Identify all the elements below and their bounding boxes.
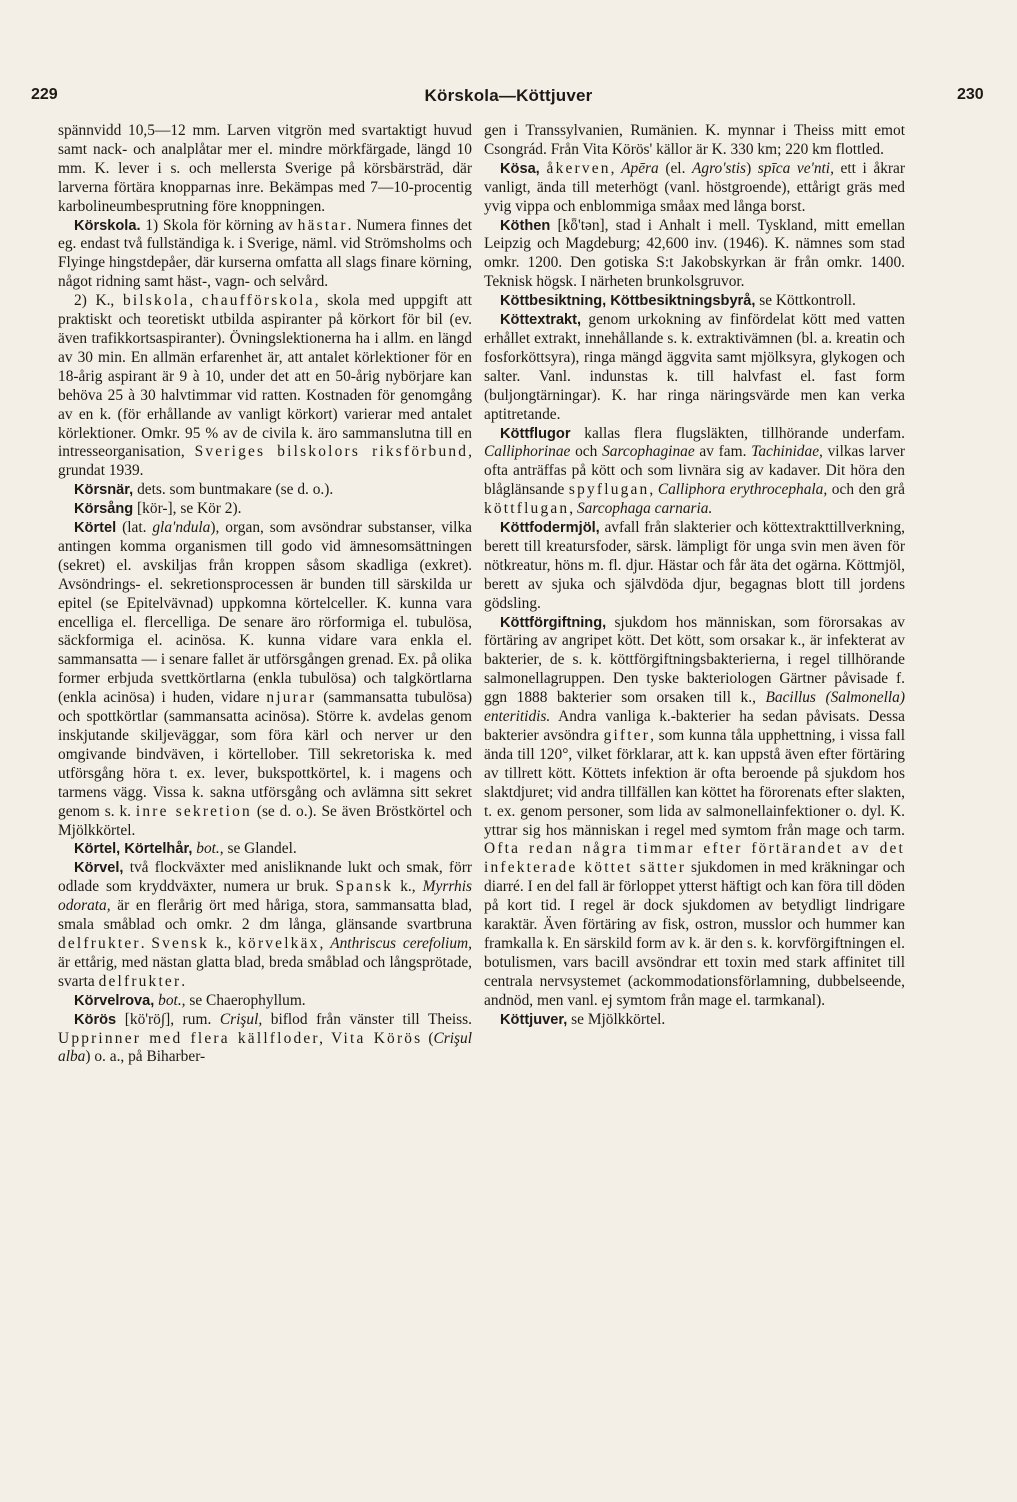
headword: Körtel [74,520,117,537]
entry-text: , [319,934,331,952]
latin-term: Crişul, [219,1010,263,1028]
entry-text: [kö'rö∫], rum. [116,1010,220,1028]
spaced-term: chaufförskola [201,292,315,310]
entry-text: gen i Transsylvanien, Rumänien. K. mynnar i Theiss mitt emot Csongrád. Från Vita Körös' källor är K. 330 km; 220 km flottled. [484,122,905,158]
entry-text: Andra vanliga k.-bakterier ha sedan påvisats. Dessa bakterier avsöndra [484,708,905,744]
entry-kottextrakt [484,311,905,424]
entry-text: vilkas larver ofta anträffas på kött och som livnära sig av kadaver. Dit höra den blåglänsande [484,443,905,499]
latin-term: Sarcophaginae [602,443,695,461]
spaced-term: körvelkäx [238,934,320,952]
entry-text: 1) Skola för körning av [140,216,298,234]
page-header [0,86,1017,116]
entry-text: genom urkokning av finfördelat kött med vatten erhållet extrakt, innehållande s. k. extraktivämnen (bl. a. kreatin och fosforköttsyra), ringa mängd äggvita samt mjölksyra, glykogen och salter. Vanl. indunstas k. till halvfast el. fast form (buljongtärningar). K. har ringa näringsvärde men kan verka aptitretande. [484,311,905,423]
spaced-term: bilskola [122,292,190,310]
entry-text: ) [746,159,758,177]
abbrev: bot., [192,840,224,858]
left-column [58,122,472,1482]
entry-text: , [610,159,622,177]
headword: Körskola. [74,217,141,234]
abbrev: bot., [154,991,186,1009]
spaced-term: njurar [266,689,317,707]
entry-text: (sammansatta tubulösa) och spottkörtlar (sammansatta acinösa). Större k. avdelas genom inskjutande skiljeväggar, som föra kärl och nerver ur den omgivande bindväven, i körtellober. Till sekretoriska k. med utförsgång höra t. ex. lever, bukspottkörtel, k. i magens och tarmens vägg. Vissa k. sakna utförsgång och avlämna sitt sekret genom s. k. [58,689,472,820]
entry-kottfodermjol [484,519,905,614]
spaced-term: åkerven [546,159,611,177]
entry-text: . Numera finnes det eg. endast två fullständiga k. i Sverige, näml. vid Strömsholms och Flyinge hingstdepåer, där kurserna omfatta all slags finare körning, något ridning samt häst-, vagn- och selvård. [58,216,472,291]
entry-text: [kȫ'tən], stad i Anhalt i mell. Tyskland, mitt emellan Leipzig och Magdeburg; 42,600 inv. (1946). K. nämnes som stad omkr. 1200. Den gotiska S:t Jakobskyrkan är från omkr. 1400. Teknisk högsk. I närheten brunkolsgruvor. [484,216,905,291]
entry-korsang [58,500,472,519]
spaced-term: Spansk [335,878,394,896]
entry-text: k., [393,878,423,896]
headword: Körtel, Körtelhår, [74,841,193,858]
headword: Köttfodermjöl, [500,520,600,537]
latin-term: Agro'stis [692,159,747,177]
entry-text: sjukdom hos människan, som förorsakas av förtäring av angripet kött. Det kött, som orsakar k., är infekterat av bakterier, de s. k. köttförgiftningsbakterierna, i regel tillhörande salmonellagruppen. Den tyske bakteriologen Gärtner påvisade f. ggn 1888 bakterier som orsaken till k., [484,613,905,707]
entry-text: , som kunna tåla upphettning, i vissa fall ända till 120°, vilket förklarar, att k. kan uppstå även efter förtäring av tillrett kött. Köttets infektion är ofta beroende på sjukdom hos slaktdjuret; vid andra tillfällen kan köttet ha förorenats efter slakten, t. ex. genom personer, som lida av salmonellainfektioner o. dyl. K. yttrar sig hos människan i regel med symtom från mage och tarm. [484,727,905,839]
latin-term: spīca ve'nti, [757,159,834,177]
entry-text: k., [209,934,239,952]
entry-text: (el. [658,159,693,177]
spaced-term: Sveriges bilskolors riksförbund [194,443,469,461]
entry-kottforgiftning [484,614,905,1011]
entry-text: se Chaerophyllum. [185,991,306,1009]
entry-text: , [189,292,202,310]
latin-term: Myrrhis odorata, [58,878,472,915]
entry-continuation [484,122,905,160]
entry-text: av fam. [694,443,752,461]
entry-korskola-1 [58,217,472,293]
headword: Köthen [500,217,551,234]
latin-term: Tachinidae, [751,443,823,461]
entry-kottjuver [484,1011,905,1030]
right-column [484,122,905,1482]
latin-term: Calliphorinae [484,443,571,461]
headword: Körös [74,1011,117,1028]
headword: Kösa, [500,160,547,177]
headword: Körvelrova, [74,992,155,1009]
entry-text: . [140,934,152,952]
headword: Köttförgiftning, [500,614,607,631]
entry-text: (lat. [116,519,153,537]
entry-text: se Köttkontroll. [755,292,856,310]
latin-term: Apēra [621,159,659,177]
entry-korsnar [58,481,472,500]
entry-text: , grundat 1939. [58,443,472,480]
entry-text: (se d. o.). Se även Bröstkörtel och Mjölkkörtel. [58,802,472,839]
latin-term: Bacillus (Salmonella) enteritidis. [484,689,905,726]
entry-text: är ettårig, med nästan glatta blad, breda småblad och långsprötade, svarta [58,953,472,990]
entry-text: [kör-], se Kör 2). [133,500,242,518]
headword: Körsång [74,501,134,518]
entry-text: och [570,443,603,461]
page-number-right: 230 [957,86,984,103]
entry-korvel [58,859,472,991]
entry-text: biflod från vänster till Theiss. [262,1010,472,1028]
headword: Köttflugor [500,425,571,442]
spaced-term: köttflugan [484,500,570,518]
headword: Körsnär, [74,482,134,499]
running-head: Körskola—Köttjuver [424,86,593,105]
headword: Köttextrakt, [500,312,582,329]
entry-text: spännvidd 10,5—12 mm. Larven vitgrön med svartaktigt huvud samt nack- och analplåtar mer el. mindre mörkfärgade, längd 10 mm. K. lever i s. och mellersta Sverige på körsbärsträd, där larverna förtära knopparnas inre. Bekämpas med 7—10-procentig karbolineumbesprutning före knoppningen. [58,122,472,215]
entry-text: två flockväxter med anisliknande lukt och smak, förr odlade som kryddväxter, numera ur bruk. [58,859,472,896]
spaced-term: hästar [297,216,348,234]
entry-korvelrova [58,992,472,1011]
spaced-term: spyflugan [568,481,650,499]
entry-text: avfall från slakterier och köttextrakttillverkning, berett till kreatursfoder, särsk. lämpligt för unga svin men även för nötkreatur, höns m. fl. djur. Hästar och får äta det ogärna. Köttmjöl, berett av sjuka och självdöda djur, begagnas blott till jordens gödsling. [484,519,905,612]
entry-kosa [484,160,905,217]
entry-kortelhar [58,840,472,859]
latin-term: Calliphora erythrocephala, [657,481,828,499]
entry-text: ett i åkrar vanligt, ända till meterhögt (vanl. höstgroende), ettårigt gräs med yvig vippa och enblommiga småax med långa borst. [484,159,905,215]
entry-kortel [58,519,472,840]
latin-term: gla'ndula [152,519,211,537]
spaced-term: delfrukter [58,934,141,952]
latin-term: Sarcophaga carnaria. [576,500,713,518]
entry-text: . [181,972,186,990]
entry-kothen [484,217,905,293]
spaced-term: Upprinner med flera källfloder, [58,1029,326,1047]
entry-koros [58,1011,472,1068]
entry-text: ) o. a., på Biharber- [85,1048,206,1066]
entry-kottflugor [484,425,905,520]
entry-text: ( [422,1029,434,1047]
entry-text: , skola med uppgift att praktiskt och teoretiskt utbilda aspiranter på körkort för bil (ev. även trafikkortsaspiranter). Övningslektionerna ha i allm. en längd av 30 min. En allmän erfarenhet är, att antalet körlektioner för en 18-årig aspirant är 9 à 10, under det att en 50-årig nybörjare kan behöva 25 à 30 halvtimmar vid ratten. Kostnaden för genomgång av en k. (för erhållande av vanligt körkort) varierar med antalet körlektioner. Omkr. 95 % av de civila k. äro sammanslutna till en intresseorganisation, [58,292,472,461]
entry-kottbesiktning [484,292,905,311]
spaced-term: delfrukter [98,972,182,990]
entry-text: kallas flera flugsläkten, tillhörande underfam. [570,424,905,442]
entry-text: 2) K., [74,292,123,310]
entry-text: är en flerårig ört med håriga, stora, sammansatta blad, smala småblad och omkr. 2 dm långa, glänsande svartbruna [58,897,472,934]
entry-korskola-2 [58,292,472,481]
headword: Körvel, [74,860,124,877]
headword: Köttbesiktning, Köttbesiktningsbyrå, [500,293,756,310]
spaced-term: Svensk [151,934,210,952]
entry-text: dets. som buntmakare (se d. o.). [133,481,334,499]
page-number-left: 229 [31,86,58,103]
spaced-term: inre sekretion [135,802,252,820]
entry-text: ), organ, som avsöndrar substanser, vilka antingen komma organismen till godo vid ämnesomsättningen (sekret) el. avskiljas från kroppen såsom skadliga (exkret). Avsöndrings- el. sekretionsprocessen är bunden till särskilda ur epitel (se Epitelvävnad) uppkomna körtelceller. K. kunna vara encelliga el. flercelliga. De senare äro rörformiga el. tubulösa, säckformiga el. acinösa. K. kunna vidare vara enkla el. sammansatta — i senare fallet är utförsgången grenad. Ex. på olika former erbjuda svettkörtlarna (enkla tubulösa) och talgkörtlarna (enkla acinösa) i huden, vidare [58,519,472,707]
entry-text: , [649,481,658,499]
spaced-term: Vita Körös [331,1029,423,1047]
entry-text: se Glandel. [223,840,297,858]
entry-text: , [569,500,577,518]
entry-text: se Mjölkkörtel. [567,1010,666,1028]
entry-text: sjukdomen in med kräkningar och diarré. I en del fall är förloppet ytterst häftigt och kan föra till döden på kort tid. I regel är dock sjukdomen av betydligt lindrigare karaktär. Även förtäring av fisk, ostron, musslor och hummer kan framkalla k. En särskild form av k. är den s. k. korvförgiftningen el. botulismen, vars bacill avsöndrar ett toxin med stark affinitet till centrala nervsystemet (ackommodationsförlamning, dubbelseende, andnöd, men vanl. ej symtom från mage el. tarmkanal). [484,859,905,1009]
entry-continuation [58,122,472,217]
spaced-term: Ofta redan några timmar efter förtärandet av det infekterade köttet sätter [484,840,905,877]
headword: Köttjuver, [500,1011,568,1028]
spaced-term: gifter [603,727,651,744]
entry-text: och den grå [827,481,905,499]
latin-term: Crişul alba [58,1029,472,1066]
latin-term: Anthriscus cerefolium, [330,934,472,952]
